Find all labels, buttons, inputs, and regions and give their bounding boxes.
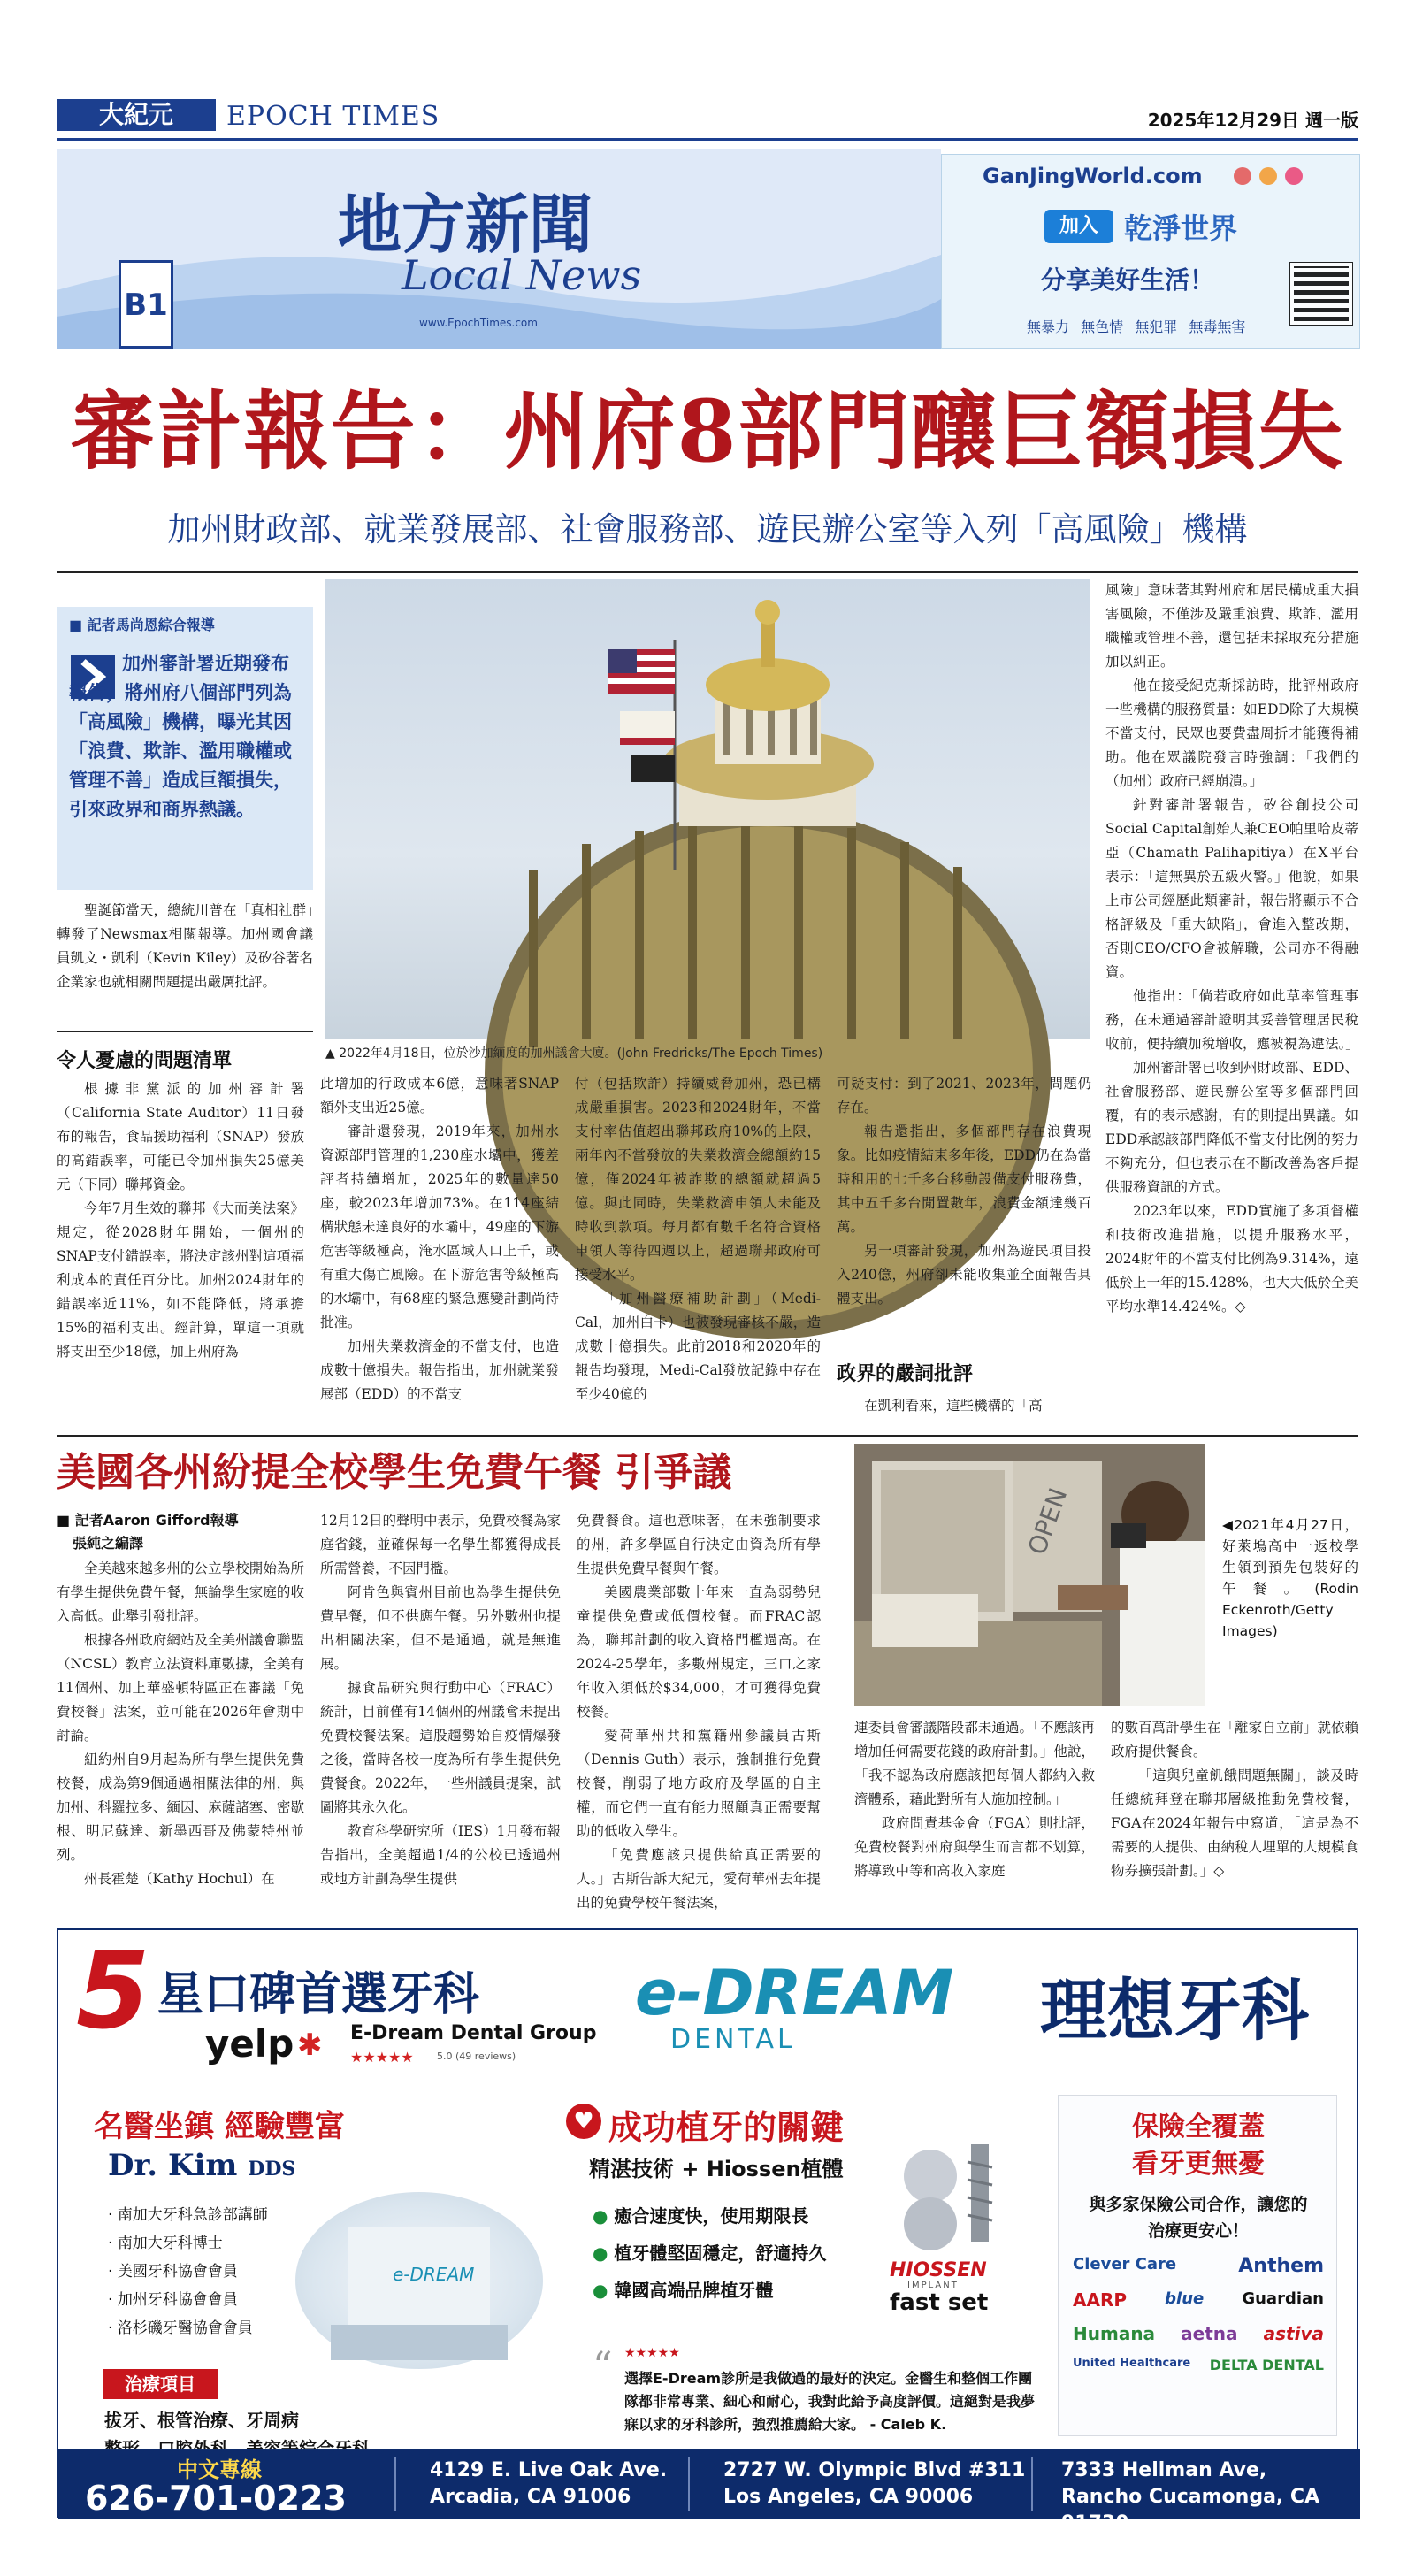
lead-col-2 — [320, 1072, 559, 1428]
paragraph: 愛荷華州共和黨籍州參議員古斯（Dennis Guth）表示，強制推行免費校餐，削弱了地方政府及學區的自主權，而它們一直有能力照顧真正需要幫助的低收入學生。 — [577, 1728, 821, 1839]
credential-text: 美國牙科協會會員 — [117, 2263, 238, 2281]
doctor-name-text: Dr. Kim — [108, 2148, 238, 2183]
byline-text: 張純之編譯 — [73, 1535, 144, 1552]
edream-wordmark: e-DREAM — [635, 1957, 954, 2029]
five-star-number: 5 — [76, 1930, 150, 2053]
hiossen-logo: HIOSSEN — [890, 2259, 987, 2281]
lead-col-1 — [57, 1077, 304, 1428]
paragraph: 美國農業部數十年來一直為弱勢兒童提供免費或低價校餐。而FRAC認為，聯邦計劃的收入資格門檻過高。在2024-25學年，多數州規定，三口之家年收入須低於$34,000，才可獲得免費校餐。 — [577, 1584, 821, 1720]
yelp-stars-icon: ★★★★★ — [350, 2049, 414, 2066]
insurer-clever-care: Clever Care — [1073, 2255, 1177, 2273]
promo-tag: 無暴力 — [1027, 318, 1070, 335]
paragraph: 的數百萬計學生在「離家自立前」就依賴政府提供餐食。 — [1111, 1720, 1358, 1760]
insurance-panel — [1058, 2095, 1337, 2436]
paragraph: 根據非黨派的加州審計署（California State Auditor）11日發布的報告，食品援助福利（SNAP）發放的高錯誤率，可能已令加州損失25億美元（下同）聯邦資金。 — [57, 1081, 304, 1192]
promo-tag: 無犯罪 — [1135, 318, 1178, 335]
implant-point-text: 癒合速度快，使用期限長 — [614, 2205, 809, 2227]
insurance-title-2: 看牙更無憂 — [1132, 2149, 1265, 2180]
doctor-credentials — [108, 2201, 268, 2342]
promo-join-button[interactable] — [1044, 210, 1113, 243]
paragraph: 加州審計署已收到州財政部、EDD、社會服務部、遊民辦公室等多個部門回覆，有的表示感謝，有的則提出異議。如EDD承認該部門降低不當支付比例的努力不夠充分，但也表示在不斷改善為客戶提供服務資訊的方式。 — [1105, 1060, 1358, 1195]
paragraph: 政府問責基金會（FGA）則批評，免費校餐對州府與學生而言都不划算，將導致中等和高收入家庭 — [854, 1815, 1095, 1879]
tooth-icon: ♥ — [566, 2104, 601, 2139]
lead-byline-text: 記者馬尚恩綜合報導 — [87, 617, 215, 633]
implant-point — [593, 2235, 826, 2272]
epoch-logo — [57, 99, 216, 131]
insurer-row — [1073, 2289, 1324, 2311]
rating-title: 星口碑首選牙科 — [157, 1968, 480, 2021]
lead-col-4a — [837, 1072, 1091, 1346]
article2-byline-1: ■ 記者Aaron Gifford報導 — [57, 1512, 239, 1529]
implant-point-text: 韓國高端品牌植牙體 — [614, 2280, 774, 2301]
yelp-reviews: 5.0 (49 reviews) — [437, 2051, 516, 2062]
dental-ad[interactable] — [57, 1928, 1358, 2534]
bullet-icon: ● — [593, 2242, 615, 2264]
lead-intro-rule — [57, 1031, 313, 1032]
promo-tag: 無色情 — [1081, 318, 1124, 335]
credential-item: · 南加大牙科急診部講師 — [108, 2206, 268, 2224]
svg-text:OPEN: OPEN — [1021, 1484, 1074, 1559]
page-number: B1 — [124, 288, 168, 323]
paragraph: 另一項審計發現，加州為遊民項目投入240億，州府卻未能收集並全面報告具體支出。 — [837, 1243, 1091, 1307]
issue-date: 2025年12月29日 週一版 — [1147, 110, 1358, 131]
clinic-interior-illustration — [295, 2192, 543, 2369]
lead-subheadline: 加州財政部、就業發展部、社會服務部、遊民辦公室等入列「高風險」機構 — [167, 510, 1248, 548]
yelp-burst-icon: ✱ — [297, 2028, 323, 2063]
lead-byline — [69, 614, 215, 634]
credential-text: 洛杉磯牙醫協會會員 — [117, 2319, 253, 2337]
paragraph: 「這與兒童飢餓問題無關」，談及時任總統拜登在聯邦層級推動免費校餐，FGA在2024年報告中寫道，「這是為不需要的人提供、由納稅人埋單的大規模食物券擴張計劃。」◇ — [1111, 1767, 1358, 1879]
yelp-logo: yelp — [205, 2022, 294, 2066]
doctor-dds: DDS — [248, 2158, 296, 2181]
bullet-icon: ● — [593, 2280, 615, 2301]
capitol-dome-illustration — [325, 579, 1090, 1039]
address-line: Arcadia, CA 91006 — [430, 2486, 631, 2508]
page-number-box — [119, 260, 173, 349]
lead-bottom-rule — [57, 1435, 1358, 1437]
divider — [394, 2457, 396, 2511]
article2-col-4 — [854, 1716, 1095, 1914]
hiossen-implant: IMPLANT — [907, 2281, 959, 2290]
location-los-angeles[interactable] — [723, 2457, 1025, 2511]
insurer-row — [1073, 2255, 1324, 2277]
section-banner — [57, 149, 941, 349]
lead-headline: 審計報告：州府8部門釀巨額損失 — [70, 381, 1345, 481]
implant-screw-icon — [890, 2135, 1022, 2259]
divider — [1031, 2457, 1033, 2511]
implant-point — [593, 2272, 826, 2309]
paragraph: 他在接受紀克斯採訪時，批評州政府一些機構的服務質量：如EDD除了大規模不當支付，民眾也要費盡周折才能獲得補助。他在眾議院發言時強調：「我們的（加州）政府已經崩潰。」 — [1105, 678, 1358, 789]
lunch-pickup-illustration — [854, 1444, 1205, 1706]
doctor-name — [108, 2148, 295, 2183]
music-icon — [1259, 167, 1277, 185]
promo-tags — [1027, 316, 1245, 336]
credential-item: · 洛杉磯牙醫協會會員 — [108, 2319, 253, 2337]
address-line: 2727 W. Olympic Blvd #311 — [723, 2459, 1026, 2481]
paragraph: 此增加的行政成本6億，意味著SNAP額外支出近25億。 — [320, 1076, 559, 1116]
insurer-delta: DELTA DENTAL — [1209, 2357, 1324, 2373]
insurer-row — [1073, 2323, 1324, 2344]
hotline-label: 中文專線 — [177, 2457, 262, 2482]
play-icon — [1234, 167, 1251, 185]
paragraph: 據食品研究與行動中心（FRAC）統計，目前僅有14個州的州議會未提出免費校餐法案。這股趨勢始自疫情爆發之後，當時各校一度為所有學生提供免費餐食。2022年，一些州議員提案，試圖將其永久化。 — [320, 1680, 561, 1815]
section-title-cn: 地方新聞 — [338, 188, 593, 262]
lead-intro-para: 聖誕節當天，總統川普在「真相社群」轉發了Newsmax相關報導。加州國會議員凱文・凱利（Kevin Kiley）及矽谷著名企業家也就相關問題提出嚴厲批評。 — [57, 902, 313, 990]
implant-point-text: 植牙體堅固穩定，舒適持久 — [614, 2242, 827, 2264]
fast-set: fast set — [890, 2289, 989, 2316]
bullet-icon: ● — [593, 2205, 615, 2227]
paragraph: 12月12日的聲明中表示，免費校餐為家庭省錢，並確保每一名學生都獲得成長所需營養，不因門檻。 — [320, 1513, 561, 1576]
article2-col-3 — [577, 1509, 821, 1914]
credential-text: 南加大牙科博士 — [117, 2235, 223, 2252]
promo-join-label: 加入 — [1059, 215, 1098, 237]
logo-en: EPOCH TIMES — [226, 101, 440, 132]
lead-photo-caption: ▲ 2022年4月18日，位於沙加緬度的加州議會大廈。(John Fredricks/The Epoch Times) — [325, 1046, 823, 1061]
paragraph: 他指出：「倘若政府如此草率管理事務，在未通過審計證明其妥善管理居民稅收前，便持續加稅增收，應被視為違法。」 — [1105, 988, 1359, 1052]
lead-subhead-1: 令人憂慮的問題清單 — [57, 1050, 233, 1072]
promo-slogan: 分享美好生活！ — [1041, 265, 1215, 295]
clinic-name-cn: 理想牙科 — [1040, 1971, 1309, 2050]
phone-number[interactable]: 626-701-0223 — [85, 2479, 347, 2518]
paragraph: 針對審計署報告，矽谷創投公司Social Capital創始人兼CEO帕里哈皮蒂亞（Chamath Palihapitiya）在X平台表示：「這無異於五級火警。」他說，如果上市公司經歷此類審計，報告將顯示不合格評級及「重大缺陷」，會進入整改期，否則CEO/CFO會被解職，公司亦不得融資。 — [1105, 797, 1358, 980]
implant-product — [890, 2135, 1022, 2316]
article2-col-1 — [57, 1557, 304, 1914]
paragraph: 阿肯色與賓州目前也為學生提供免費早餐，但不供應午餐。另外數州也提出相關法案，但不是通過，就是無進展。 — [320, 1584, 561, 1672]
article2-photo-caption: ◀2021年4月27日，好萊塢高中一返校學生領到預先包裝好的午餐。(Rodin Eckenroth/Getty Images) — [1222, 1517, 1358, 1639]
insurer-astiva: astiva — [1263, 2323, 1324, 2344]
article2-col-5 — [1111, 1716, 1358, 1914]
masthead-bar — [57, 96, 1358, 136]
quote-mark-icon: “ — [593, 2344, 613, 2389]
paragraph: 加州失業救濟金的不當支付，也造成數十億損失。報告指出，加州就業發展部（EDD）的不當支 — [320, 1338, 559, 1402]
paragraph: 全美越來越多州的公立學校開始為所有學生提供免費午餐，無論學生家庭的收入高低。此舉引發批評。 — [57, 1560, 304, 1624]
ganjing-promo[interactable] — [941, 154, 1360, 349]
treatment-item: 拔牙、根管治療、牙周病 — [104, 2410, 299, 2431]
address-line: Rancho Cucamonga, CA 91730 — [1061, 2486, 1320, 2534]
lead-top-rule — [57, 571, 1358, 573]
edream-logo — [635, 1957, 1024, 2054]
doctor-title: 名醫坐鎮 經驗豐富 — [94, 2109, 345, 2144]
promo-brand: 乾淨世界 — [1124, 211, 1238, 245]
paragraph: 免費餐食。這也意味著，在未強制要求的州，許多學區自行決定由資為所有學生提供免費早餐與午餐。 — [577, 1513, 821, 1576]
insurer-row — [1073, 2357, 1324, 2373]
paragraph: 2023年以來，EDD實施了多項督權和技術改進措施，以提升服務水平，2024財年的不當支付比例為9.314%，遠低於上一年的15.428%，也大大低於全美平均水準14.424%。◇ — [1105, 1203, 1358, 1315]
article2-photo — [854, 1444, 1205, 1706]
insurance-title-1: 保險全覆蓋 — [1132, 2112, 1265, 2143]
paragraph: 「免費應該只提供給真正需要的人。」古斯告訴大紀元，愛荷華州去年提出的免費學校午餐法案， — [577, 1847, 821, 1911]
insurer-united: United Healthcare — [1073, 2357, 1191, 2370]
paragraph: 連委員會審議階段都未通過。「不應該再增加任何需要花錢的政府計劃。」他說，「我不認為政府應該把每個人都納入救濟體系，藉此對所有人施加控制。」 — [854, 1720, 1095, 1807]
paragraph: 「加州醫療補助計劃」（Medi-Cal，加州白卡）也被發現審核不嚴，造成數十億損失。此前2018和2020年的報告均發現，Medi-Cal發放記錄中存在至少40億的 — [575, 1291, 821, 1402]
insurer-anthem: Anthem — [1238, 2255, 1324, 2277]
section-url[interactable]: www.EpochTimes.com — [419, 317, 538, 329]
credential-text: 加州牙科協會會員 — [117, 2291, 238, 2309]
paragraph: 審計還發現，2019年來，加州水資源部門管理的1,230座水壩中，獲差評者持續增加，2025年的數量達50座，較2023年增加73%。在114座結構狀態未達良好的水壩中，49座的下游危害等級極高，淹水區域人口上千，或有重大傷亡風險。在下游危害等級極高的水壩中，有68座的緊急應變計劃尚待批准。 — [320, 1123, 559, 1330]
edream-dental: DENTAL — [670, 2024, 796, 2055]
lead-col-3 — [575, 1072, 821, 1428]
lead-photo — [325, 579, 1090, 1039]
clinic-photo — [295, 2192, 543, 2369]
insurer-humana: Humana — [1073, 2323, 1156, 2344]
address-line: 7333 Hellman Ave, — [1061, 2459, 1267, 2481]
paragraph: 今年7月生效的聯邦《大而美法案》規定，從2028財年開始，一個州的SNAP支付錯誤率，將決定該州對這項福利成本的責任百分比。加州2024財年的錯誤率近11%，如不能降低，將承擔15%的福利支出。經計算，單這一項就將支出至少18億，加上州府為 — [57, 1200, 304, 1360]
logo-cn: 大紀元 — [98, 100, 173, 129]
credential-text: 南加大牙科急診部講師 — [117, 2206, 268, 2224]
implant-point — [593, 2197, 826, 2235]
lead-intro — [57, 899, 313, 1030]
lead-summary-box — [57, 607, 313, 890]
masthead-rule — [57, 138, 1358, 141]
paragraph: 可疑支付：到了2021、2023年，問題仍存在。 — [837, 1076, 1091, 1116]
section-title-en: Local News — [402, 251, 642, 299]
paragraph: 報告還指出，多個部門存在浪費現象。比如疫情結束多年後，EDD仍在為當時租用的七千多台移動設備支付服務費，其中五千多台閒置數年，浪費金額達幾百萬。 — [837, 1123, 1091, 1235]
review-stars-icon: ★★★★★ — [624, 2346, 680, 2360]
paragraph: 紐約州自9月起為所有學生提供免費校餐，成為第9個通過相關法律的州，與加州、科羅拉多、緬因、麻薩諸塞、密歇根、明尼蘇達、新墨西哥及佛蒙特州並列。 — [57, 1752, 304, 1863]
implant-points — [593, 2197, 826, 2309]
video-icon — [1285, 167, 1303, 185]
paragraph: 州長霍楚（Kathy Hochul）在 — [84, 1871, 275, 1887]
insurer-blue: blue — [1165, 2289, 1205, 2308]
insurance-text: 與多家保險公司合作，讓您的治療更安心！ — [1089, 2195, 1308, 2241]
divider — [688, 2457, 690, 2511]
address-line: 4129 E. Live Oak Ave. — [430, 2459, 668, 2481]
paragraph: 教育科學研究所（IES）1月發布報告指出，全美超過1/4的公校已透過州或地方計劃為學生提供 — [320, 1823, 561, 1887]
paragraph: 在凱利看來，這些機構的「高 — [864, 1398, 1043, 1414]
ad-contact-bar — [58, 2449, 1360, 2534]
credential-item: · 加州牙科協會會員 — [108, 2291, 238, 2309]
promo-tag: 無毒無害 — [1189, 318, 1246, 335]
paragraph: 付（包括欺詐）持續威脅加州，恐已構成嚴重損害。2023和2024財年，不當支付率估值超出聯邦政府10%的上限，兩年內不當發放的失業救濟金總額約15億，僅2024年被詐欺的總額就超過5億。與此同時，失業救濟申領人未能及時收到款項。每月都有數千名符合資格申領人等待四週以上，超過聯邦政府可接受水平。 — [575, 1076, 821, 1283]
lead-col-5 — [1105, 579, 1358, 1428]
credential-item: · 美國牙科協會會員 — [108, 2263, 238, 2281]
promo-qr-code[interactable] — [1290, 263, 1352, 325]
credential-item: · 南加大牙科博士 — [108, 2235, 223, 2252]
byline-text: 記者Aaron Gifford報導 — [74, 1512, 239, 1529]
insurer-aarp: AARP — [1073, 2289, 1128, 2311]
implant-subtitle: 精湛技術 + Hiossen植體 — [589, 2157, 844, 2181]
lead-subhead-2: 政界的嚴詞批評 — [837, 1363, 974, 1385]
location-rancho-cucamonga[interactable] — [1061, 2457, 1360, 2537]
article2-byline-2 — [57, 1532, 239, 1555]
paragraph: 根據各州政府網站及全美州議會聯盟（NCSL）教育立法資料庫數據，全美有11個州、加上華盛頓特區正在審議「免費校餐」法案，並可能在2026年會期中討論。 — [57, 1632, 304, 1744]
article2-headline: 美國各州紛提全校學生免費午餐 引爭議 — [57, 1450, 732, 1495]
promo-icons — [1234, 167, 1340, 188]
treatments-title: 治療項目 — [103, 2369, 218, 2399]
insurer-logos — [1073, 2255, 1324, 2373]
svg-text:e-DREAM: e-DREAM — [393, 2264, 475, 2285]
promo-site[interactable]: GanJingWorld.com — [983, 164, 1203, 188]
article2-byline — [57, 1509, 239, 1555]
review-quote: 選擇E-Dream診所是我做過的最好的決定。金醫生和整個工作團隊都非常專業、細心和耐心，我對此給予高度評價。這絕對是我夢寐以求的牙科診所，強烈推薦給大家。 - Caleb K. — [624, 2370, 1036, 2433]
implant-title: 成功植牙的關鍵 — [608, 2108, 845, 2147]
paragraph: 風險」意味著其對州府和居民構成重大損害風險，不僅涉及嚴重浪費、欺詐、濫用職權或管理不善，還包括未採取充分措施加以糾正。 — [1105, 582, 1358, 670]
article2-col-2 — [320, 1509, 561, 1914]
lead-summary: 加州審計署近期發布報告，將州府八個部門列為「高風險」機構，曝光其因「浪費、欺詐、濫用職權或管理不善」造成巨額損失，引來政界和商界熱議。 — [69, 653, 292, 820]
lead-col-4b — [837, 1394, 1091, 1428]
location-arcadia[interactable] — [430, 2457, 667, 2511]
insurer-guardian: Guardian — [1242, 2289, 1324, 2308]
yelp-group-name: E-Dream Dental Group — [350, 2022, 597, 2044]
byline-square-icon: ■ — [69, 617, 88, 633]
insurer-aetna: aetna — [1181, 2323, 1238, 2344]
address-line: Los Angeles, CA 90006 — [723, 2486, 974, 2508]
